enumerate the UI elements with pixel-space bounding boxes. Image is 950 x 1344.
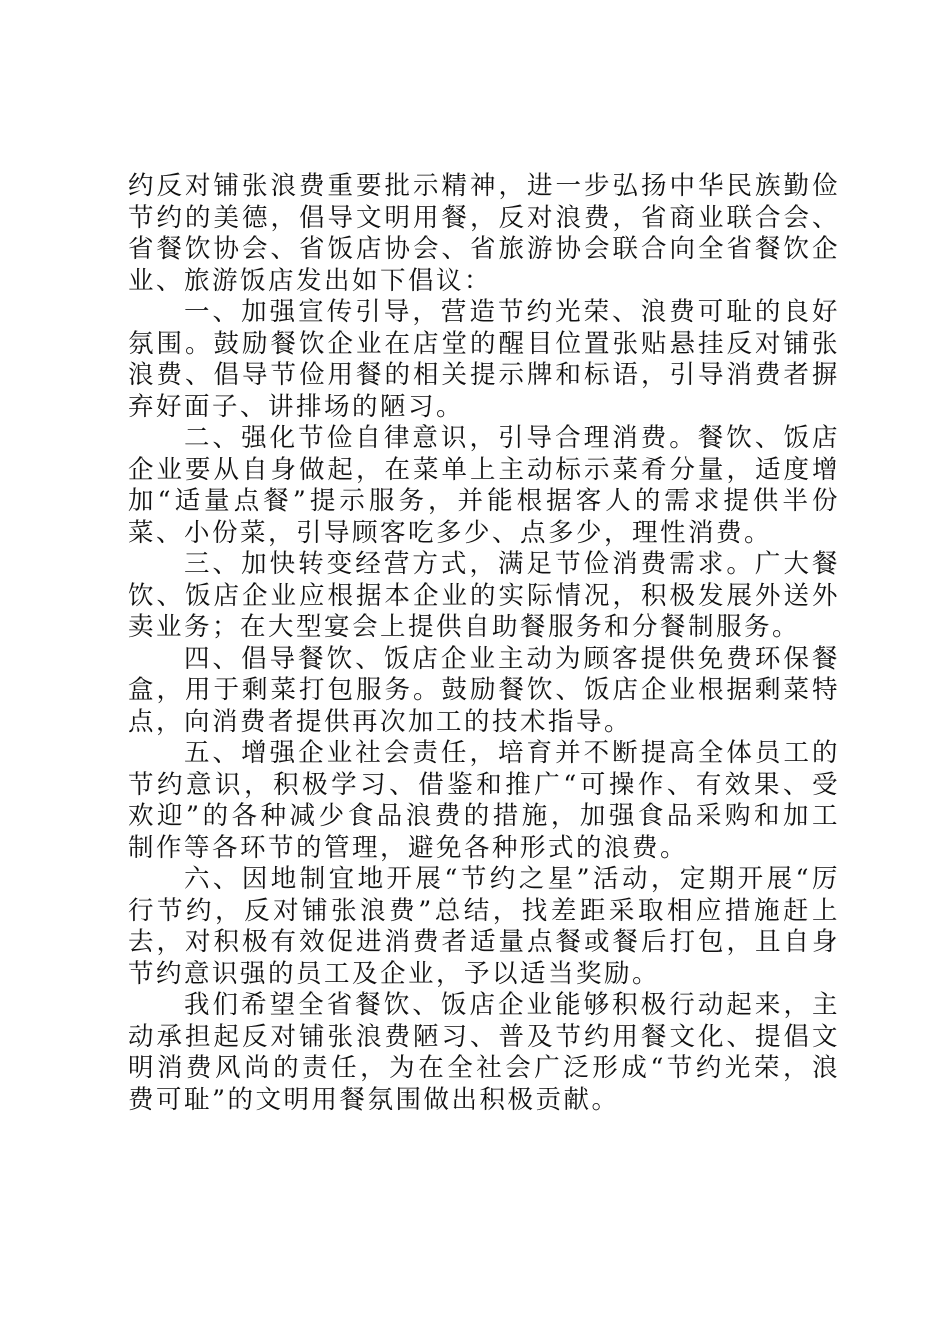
paragraph-item-6: 六、因地制宜地开展“节约之星”活动，定期开展“厉行节约，反对铺张浪费”总结，找差距采取相应措施赶上去，对积极有效促进消费者适量点餐或餐后打包，且自身节约意识强的员工及企业，予以适当奖励。 bbox=[128, 864, 840, 989]
paragraph-item-4: 四、倡导餐饮、饭店企业主动为顾客提供免费环保餐盒，用于剩菜打包服务。鼓励餐饮、饭店企业根据剩菜特点，向消费者提供再次加工的技术指导。 bbox=[128, 643, 840, 737]
paragraph-item-2: 二、强化节俭自律意识，引导合理消费。餐饮、饭店企业要从自身做起，在菜单上主动标示菜肴分量，适度增加“适量点餐”提示服务，并能根据客人的需求提供半份菜、小份菜，引导顾客吃多少、点多少，理性消费。 bbox=[128, 423, 840, 548]
paragraph-item-1: 一、加强宣传引导，营造节约光荣、浪费可耻的良好氛围。鼓励餐饮企业在店堂的醒目位置张贴悬挂反对铺张浪费、倡导节俭用餐的相关提示牌和标语，引导消费者摒弃好面子、讲排场的陋习。 bbox=[128, 297, 840, 422]
paragraph-closing: 我们希望全省餐饮、饭店企业能够积极行动起来，主动承担起反对铺张浪费陋习、普及节约用餐文化、提倡文明消费风尚的责任，为在全社会广泛形成“节约光荣，浪费可耻”的文明用餐氛围做出积极贡献。 bbox=[128, 990, 840, 1115]
paragraph-item-3: 三、加快转变经营方式，满足节俭消费需求。广大餐饮、饭店企业应根据本企业的实际情况，积极发展外送外卖业务；在大型宴会上提供自助餐服务和分餐制服务。 bbox=[128, 549, 840, 642]
paragraph-intro-continuation: 约反对铺张浪费重要批示精神，进一步弘扬中华民族勤俭节约的美德，倡导文明用餐，反对浪费，省商业联合会、省餐饮协会、省饭店协会、省旅游协会联合向全省餐饮企业、旅游饭店发出如下倡议： bbox=[128, 171, 840, 296]
document-body bbox=[128, 171, 840, 1116]
paragraph-item-5: 五、增强企业社会责任，培育并不断提高全体员工的节约意识，积极学习、借鉴和推广“可操作、有效果、受欢迎”的各种减少食品浪费的措施，加强食品采购和加工制作等各环节的管理，避免各种形式的浪费。 bbox=[128, 738, 840, 863]
